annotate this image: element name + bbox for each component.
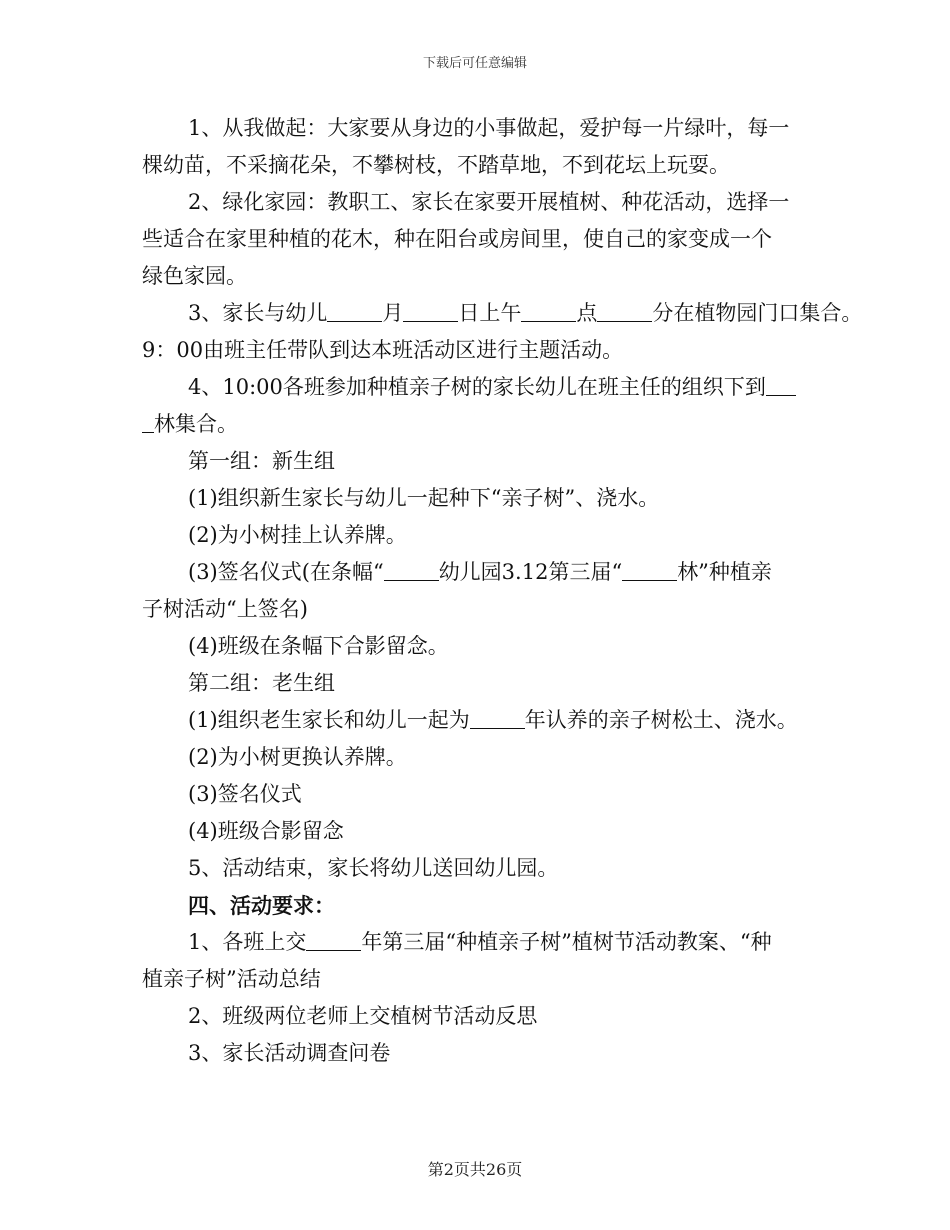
group-1-item-3-b: 幼儿园3.12第三届“: [438, 560, 623, 584]
requirement-1-line-2: 植亲子树”活动总结: [142, 967, 321, 991]
fill-blank-kindergarten: [384, 558, 439, 581]
fill-blank-day: [403, 299, 458, 322]
requirement-1-a: 1、各班上交: [188, 930, 307, 954]
group-1-item-4: (4)班级在条幅下合影留念。: [188, 634, 449, 658]
para-1-line-2: 棵幼苗，不采摘花朵，不攀树枝，不踏草地，不到花坛上玩耍。: [142, 153, 730, 177]
para-2-line-3: 绿色家园。: [142, 264, 247, 288]
group-2-item-4: (4)班级合影留念: [188, 819, 344, 843]
para-4-text-a: 4、10:00各班参加种植亲子树的家长幼儿在班主任的组织下到: [188, 375, 766, 399]
para-3-line-1: [142, 295, 863, 332]
para-1-line-1: 1、从我做起：大家要从身边的小事做起，爱护每一片绿叶，每一: [188, 116, 790, 140]
para-2-line-2: 些适合在家里种植的花木，种在阳台或房间里，使自己的家变成一个: [142, 227, 772, 251]
group-2-item-1: [142, 702, 812, 739]
para-4-line-2: [142, 406, 812, 443]
group-2-item-1-a: (1)组织老生家长和幼儿一起为: [188, 708, 470, 732]
group-2-item-1-b: 年认养的亲子树松土、浇水。: [524, 708, 798, 732]
fill-blank-year: [470, 706, 525, 729]
requirement-1-line-1: [142, 924, 812, 961]
fill-blank-forest-b: [142, 410, 154, 433]
group-1-item-1: (1)组织新生家长与幼儿一起种下“亲子树”、浇水。: [188, 486, 660, 510]
page-header: 下载后可任意编辑: [422, 56, 527, 71]
document-body: [142, 110, 863, 1072]
requirement-2: 2、班级两位老师上交植树节活动反思: [188, 1004, 538, 1028]
para-3-text-b: 月: [382, 301, 404, 325]
requirement-1-b: 年第三届“种植亲子树”植树节活动教案、“种: [361, 930, 772, 954]
group-1-item-3-line-2: 子树活动“上签名): [142, 597, 308, 621]
para-2-line-1: 2、绿化家园：教职工、家长在家要开展植树、种花活动，选择一: [188, 190, 790, 214]
section-4-title: 四、活动要求：: [188, 893, 335, 918]
fill-blank-forest-a: [766, 373, 796, 396]
para-4-line-1: [142, 369, 812, 406]
para-5: 5、活动结束，家长将幼儿送回幼儿园。: [188, 856, 559, 880]
para-3-text-c: 日上午: [458, 301, 522, 325]
group-2-item-3: (3)签名仪式: [188, 782, 302, 806]
fill-blank-hour: [521, 299, 576, 322]
group-2-item-2: (2)为小树更换认养牌。: [188, 745, 407, 769]
group-1-item-3-a: (3)签名仪式(在条幅“: [188, 560, 384, 584]
group-1-item-2: (2)为小树挂上认养牌。: [188, 523, 407, 547]
group-2-title: 第二组：老生组: [188, 671, 335, 695]
requirement-3: 3、家长活动调查问卷: [188, 1041, 391, 1065]
group-1-title: 第一组：新生组: [188, 449, 335, 473]
para-3-text-d: 点: [576, 301, 598, 325]
page-footer: 第2页共26页: [427, 1160, 523, 1179]
fill-blank-req-year: [306, 928, 361, 951]
group-1-item-3-c: 林”种植亲: [677, 560, 772, 584]
fill-blank-month: [327, 299, 382, 322]
group-1-item-3: [142, 554, 812, 591]
para-4-text-b: 林集合。: [154, 412, 238, 436]
para-3-line-2: 9：00由班主任带队到达本班活动区进行主题活动。: [142, 338, 624, 362]
fill-blank-forest-name: [622, 558, 677, 581]
fill-blank-minute: [597, 299, 652, 322]
para-3-text-e: 分在植物园门口集合。: [652, 301, 863, 325]
para-3-text-a: 3、家长与幼儿: [188, 301, 328, 325]
